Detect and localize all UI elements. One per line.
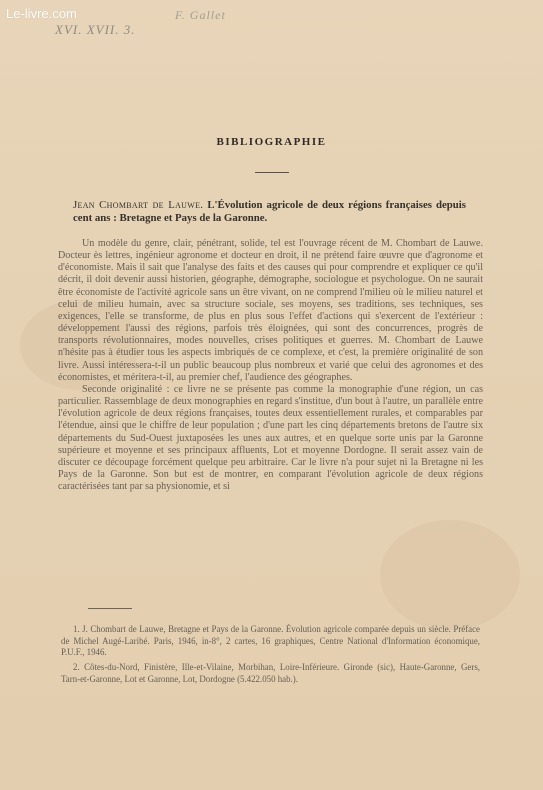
watermark: Le-livre.com (6, 6, 77, 21)
paragraph: Un modèle du genre, clair, pénétrant, solide, tel est l'ouvrage récent de M. Chombart de Lauwe. Docteur ès lettres, ingénieur agronome et docteur en droit, il ne prétend faire œuvre que d'agronome et d'économiste. Mais il sait que l'analyse des faits et des causes qui pour comprendre et expliquer ce qu'il décrit, il doit devenir aussi historien, géographe, démographe, sociologue et psychologue. On ne saurait être économiste de l'activité agricole sans un être vivant, on ne comprend l'milieu où le milieu naturel et celui de milieu humain, avec sa structure sociale, ses moyens, ses traditions, ses techniques, ses exigences, l'elle se transforme, de plus en plus sous l'effet d'actions qui s'exercent de l'extérieur : développement l'aussi des régions, parfois très éloignées, qui sont des concurrences, progrès de transports révolutionnaires, modes nouvelles, crises politiques et guerres. M. Chombart de Lauwe n'hésite pas à étudier tous les aspects imbriqués de ce complexe, et c'est, la première originalité de son livre. Aussi intéressera-t-il un public beaucoup plus nombreux et varié que celui des agronomes et des économistes, et méritera-t-il, au premier chef, l'audience des géographes. (58, 238, 483, 383)
footnote-divider (88, 608, 132, 609)
pencil-name-mark: F. Gallet (175, 8, 226, 22)
book-citation (73, 199, 466, 224)
paragraph: Seconde originalité : ce livre ne se présente pas comme la monographie d'une région, un cas particulier. Rassemblage de deux monographies en regard s'institue, d'un bout à l'autre, un parallèle entre l'évolution agricole de deux régions françaises, toutes deux essentiellement rurales, et comparables par l'étendue, ainsi que le chiffre de leur population ; d'une part les cinq départements bretons de l'autre six départements du Sud-Ouest juxtaposées les unes aux autres, et en quelque sorte unis par la Garonne supérieure et moyenne et ses principaux affluents, Lot et moyenne Dordogne. Il serait assez vain de discuter ce découpage forcément quelque peu arbitraire. Car le livre n'a pour sujet ni la Bretagne ni les Pays de la Garonne. Son but est de montrer, en comparant l'évolution agricole de deux régions caractérisées tant par sa physionomie, et si (58, 383, 483, 493)
citation-title: L'Évolution agricole de deux régions françaises depuis cent ans : Bretagne et Pays de la Garonne. (73, 199, 466, 224)
footnote: 1. J. Chombart de Lauwe, Bretagne et Pays de la Garonne. Évolution agricole comparée depuis un siècle. Préface de Michel Augé-Laribé. Paris, 1946, in-8°, 2 cartes, 16 graphiques, Centre National d'Information économique, P.U.F., 1946. (61, 624, 480, 658)
heading-divider (255, 172, 289, 173)
section-heading: BIBLIOGRAPHIE (216, 136, 327, 148)
citation-author: Jean Chombart de Lauwe. (73, 199, 204, 211)
footnotes (61, 624, 480, 689)
review-body (58, 238, 483, 493)
paper-stain (380, 520, 520, 630)
footnote: 2. Côtes-du-Nord, Finistère, Ille-et-Vilaine, Morbihan, Loire-Inférieure. Gironde (sic), Haute-Garonne, Gers, Tarn-et-Garonne, Lot et Garonne, Lot, Dordogne (5.422.050 hab.). (61, 662, 480, 684)
pencil-reference-mark: XVI. XVII. 3. (55, 22, 136, 37)
